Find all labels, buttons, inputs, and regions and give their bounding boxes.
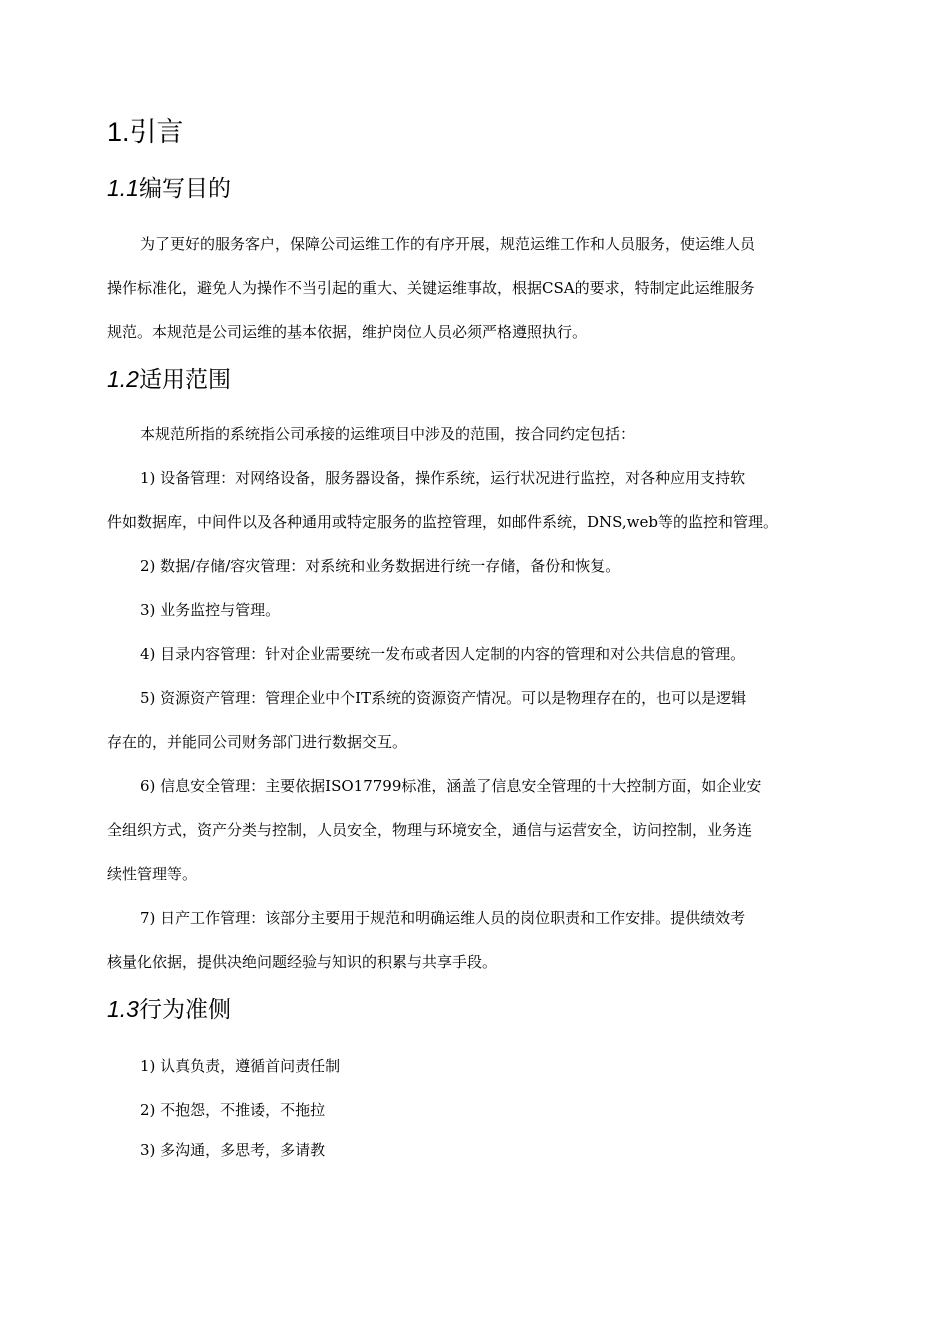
section-1-2-title: 适用范围 xyxy=(138,366,231,392)
section-1-2-heading xyxy=(107,363,231,395)
scope-item-1-cont: 件如数据库，中间件以及各种通用或特定服务的监控管理，如邮件系统，DNS,web等的监控和管理。 xyxy=(107,513,778,531)
scope-item-5: 5) 资源资产管理：管理企业中个IT系统的资源资产情况。可以是物理存在的，也可以是逻辑 xyxy=(140,689,747,707)
section-1-3-heading xyxy=(107,993,231,1025)
scope-item-3: 3) 业务监控与管理。 xyxy=(140,601,281,619)
scope-item-4: 4) 目录内容管理：针对企业需要统一发布或者因人定制的内容的管理和对公共信息的管理。 xyxy=(140,645,746,663)
scope-item-1: 1) 设备管理：对网络设备，服务器设备，操作系统，运行状况进行监控，对各种应用支持软 xyxy=(140,469,746,487)
section-1-3-body xyxy=(107,1044,842,1168)
scope-item-6-cont: 续性管理等。 xyxy=(107,865,198,883)
section-1-3-title: 行为准侧 xyxy=(138,996,231,1022)
scope-item-7: 7) 日产工作管理：该部分主要用于规范和明确运维人员的岗位职责和工作安排。提供绩效考 xyxy=(140,909,746,927)
conduct-item-3: 3) 多沟通，多思考，多请教 xyxy=(140,1141,326,1159)
scope-intro: 本规范所指的系统指公司承接的运维项目中涉及的范围，按合同约定包括： xyxy=(140,425,636,443)
section-1-2-number: 1.2 xyxy=(107,366,139,392)
paragraph-line: 为了更好的服务客户，保障公司运维工作的有序开展，规范运维工作和人员服务，使运维人员 xyxy=(140,235,756,253)
conduct-item-1: 1) 认真负责，遵循首问责任制 xyxy=(140,1057,341,1075)
scope-item-7-cont: 核量化依据，提供决绝问题经验与知识的积累与共享手段。 xyxy=(107,953,498,971)
paragraph-line: 操作标准化，避免人为操作不当引起的重大、关键运维事故，根据CSA的要求，特制定此运维服务 xyxy=(107,279,755,297)
conduct-item-2: 2) 不抱怨，不推诿，不拖拉 xyxy=(140,1101,326,1119)
section-1-1-paragraph xyxy=(107,222,842,354)
section-1-1-title: 编写目的 xyxy=(138,175,231,201)
section-1-1-number: 1.1 xyxy=(107,175,139,201)
section-1-2-body xyxy=(107,412,842,984)
section-1-1-heading xyxy=(107,172,231,204)
scope-item-5-cont: 存在的，并能同公司财务部门进行数据交互。 xyxy=(107,733,408,751)
paragraph-line: 规范。本规范是公司运维的基本依据，维护岗位人员必须严格遵照执行。 xyxy=(107,323,588,341)
section-1-3-number: 1.3 xyxy=(107,996,139,1022)
section-1-heading: 1.引言 xyxy=(107,117,184,147)
scope-item-6: 6) 信息安全管理：主要依据ISO17799标准，涵盖了信息安全管理的十大控制方面，如企业安 xyxy=(140,777,762,795)
scope-item-6-cont: 全组织方式，资产分类与控制，人员安全，物理与环境安全，通信与运营安全，访问控制，业务连 xyxy=(107,821,753,839)
scope-item-2: 2) 数据/存储/容灾管理：对系统和业务数据进行统一存储，备份和恢复。 xyxy=(140,557,621,575)
